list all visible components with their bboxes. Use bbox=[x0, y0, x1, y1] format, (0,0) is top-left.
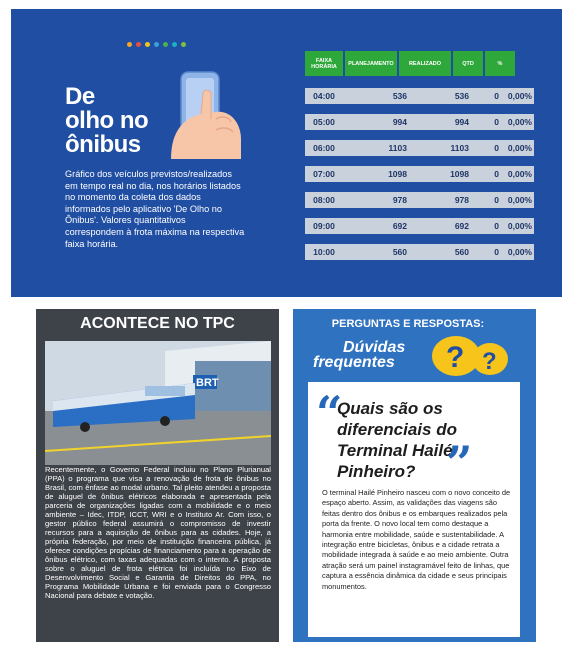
table-row bbox=[305, 192, 534, 208]
table-cell: 536 bbox=[392, 91, 407, 101]
open-quote-icon: “ bbox=[316, 386, 343, 440]
title-line: olho no bbox=[65, 107, 149, 134]
table-cell: 08:00 bbox=[313, 195, 335, 205]
color-dot bbox=[154, 42, 159, 47]
header-cell: FAIXA HORÁRIA bbox=[305, 51, 343, 76]
table-row bbox=[305, 88, 534, 104]
table-cell: 06:00 bbox=[313, 143, 335, 153]
table-cell: 0,00% bbox=[507, 247, 532, 257]
news-panel bbox=[36, 309, 279, 642]
color-dot bbox=[181, 42, 186, 47]
news-heading: ACONTECE NO TPC bbox=[80, 315, 235, 332]
table-cell: 07:00 bbox=[313, 169, 335, 179]
table-cell: 536 bbox=[454, 91, 469, 101]
faq-subheading bbox=[313, 340, 405, 370]
table-cell: 1103 bbox=[388, 143, 407, 153]
table-cell: 560 bbox=[392, 247, 407, 257]
subheading-line: frequentes bbox=[313, 354, 395, 371]
table-cell: 0 bbox=[494, 91, 499, 101]
table-cell: 0 bbox=[494, 143, 499, 153]
table-cell: 1103 bbox=[450, 143, 469, 153]
table-row bbox=[305, 244, 534, 260]
table-row bbox=[305, 114, 534, 130]
table-cell: 560 bbox=[454, 247, 469, 257]
bus-monitor-panel bbox=[11, 9, 562, 297]
table-cell: 0,00% bbox=[507, 169, 532, 179]
table-cell: 0,00% bbox=[507, 91, 532, 101]
table-cell: 692 bbox=[392, 221, 407, 231]
table-cell: 1098 bbox=[450, 169, 469, 179]
question-bubbles-icon bbox=[428, 334, 513, 382]
table-cell: 10:00 bbox=[313, 247, 335, 257]
table-cell: 0 bbox=[494, 117, 499, 127]
header-cell: % bbox=[485, 51, 515, 76]
faq-panel bbox=[293, 309, 536, 642]
color-dot bbox=[136, 42, 141, 47]
brt-bus-photo bbox=[45, 341, 271, 465]
header-cell: QTD bbox=[453, 51, 483, 76]
table-header bbox=[305, 51, 515, 76]
table-row bbox=[305, 166, 534, 182]
color-dot bbox=[127, 42, 132, 47]
title-line: De bbox=[65, 83, 95, 110]
faq-answer: O terminal Hailé Pinheiro nasceu com o novo conceito de espaço aberto. Assim, as validações das viagens são feitas dentro dos ônibus e os embarques realizados pela porta da frente. O novo local tem como destaque a harmonia entre mobilidade, saúde e sustentabilidade. A integração entre bicicletas, ônibus e a cidade retrata a mobilidade integrada à saúde e ao meio ambiente. Outra atração será um painel instagramável feito de linhas, que captura a essência dinâmica da cidade e seus principais monumentos. bbox=[322, 488, 511, 591]
table-cell: 05:00 bbox=[313, 117, 335, 127]
table-cell: 0 bbox=[494, 221, 499, 231]
faq-question: Quais são os diferenciais do Terminal Hailé Pinheiro? bbox=[337, 399, 457, 481]
table-cell: 09:00 bbox=[313, 221, 335, 231]
table-cell: 0 bbox=[494, 195, 499, 205]
panel-title bbox=[65, 85, 148, 157]
phone-hand-icon bbox=[161, 64, 251, 159]
table-cell: 0 bbox=[494, 169, 499, 179]
header-cell: REALIZADO bbox=[399, 51, 451, 76]
table-cell: 978 bbox=[392, 195, 407, 205]
color-dot bbox=[172, 42, 177, 47]
table-cell: 692 bbox=[454, 221, 469, 231]
table-cell: 04:00 bbox=[313, 91, 335, 101]
faq-card bbox=[308, 382, 520, 637]
faq-heading: PERGUNTAS E RESPOSTAS: bbox=[331, 318, 485, 330]
table-cell: 994 bbox=[454, 117, 469, 127]
svg-text:?: ? bbox=[482, 348, 497, 375]
panel-description: Gráfico dos veículos previstos/realizados em tempo real no dia, nos horários listados no momento da coleta dos dados informados pelo aplicativo 'De Olho no Ônibus'. Valores quantitativos correspondem à frota máxima na respectiva faixa horária. bbox=[65, 169, 245, 249]
table-row bbox=[305, 218, 534, 234]
table-cell: 0,00% bbox=[507, 221, 532, 231]
news-body: Recentemente, o Governo Federal incluiu no Plano Plurianual (PPA) o programa que visa a renovação de frota de ônibus no Brasil, com ênfase ao modal urbano. Tal pleito atendeu a proposta de aluguel de ônibus elétricos elaborada e apresentada pela parceria de organizações ligadas com a mobilidade e o meio ambiente – Idec, ITDP, ICCT, WRI e o Instituto Ar. Com isso, o gestor público federal assumirá o compromisso de investir recursos para a aquisição de ônibus para as cidades. Hoje, a própria federação, por meio de instituição financeira pública, já oferece condições propícias de financiamento para a operação de ônibus elétrico, com taxas adequadas com o intento. A proposta sobre o aluguel de frota elétrica foi incluída no Eixo de Desenvolvimento Social e Garantia de Direitos do PPA, no Programa Mobilidade Urbana e foi enviada para o Congresso Nacional para debate e votação. bbox=[45, 465, 271, 600]
subheading-line: Dúvidas bbox=[343, 339, 406, 356]
close-quote-icon: ” bbox=[446, 436, 473, 490]
bus-table bbox=[305, 51, 532, 257]
table-cell: 994 bbox=[392, 117, 407, 127]
svg-text:?: ? bbox=[446, 341, 465, 374]
table-cell: 0,00% bbox=[507, 143, 532, 153]
color-dot bbox=[145, 42, 150, 47]
color-dots bbox=[127, 42, 186, 47]
table-cell: 0 bbox=[494, 247, 499, 257]
table-cell: 978 bbox=[454, 195, 469, 205]
header-cell: PLANEJAMENTO bbox=[345, 51, 397, 76]
title-line: ônibus bbox=[65, 131, 141, 158]
table-cell: 0,00% bbox=[507, 195, 532, 205]
brt-sign-text: BRT bbox=[196, 377, 219, 389]
color-dot bbox=[163, 42, 168, 47]
table-cell: 1098 bbox=[388, 169, 407, 179]
table-row bbox=[305, 140, 534, 156]
table-cell: 0,00% bbox=[507, 117, 532, 127]
